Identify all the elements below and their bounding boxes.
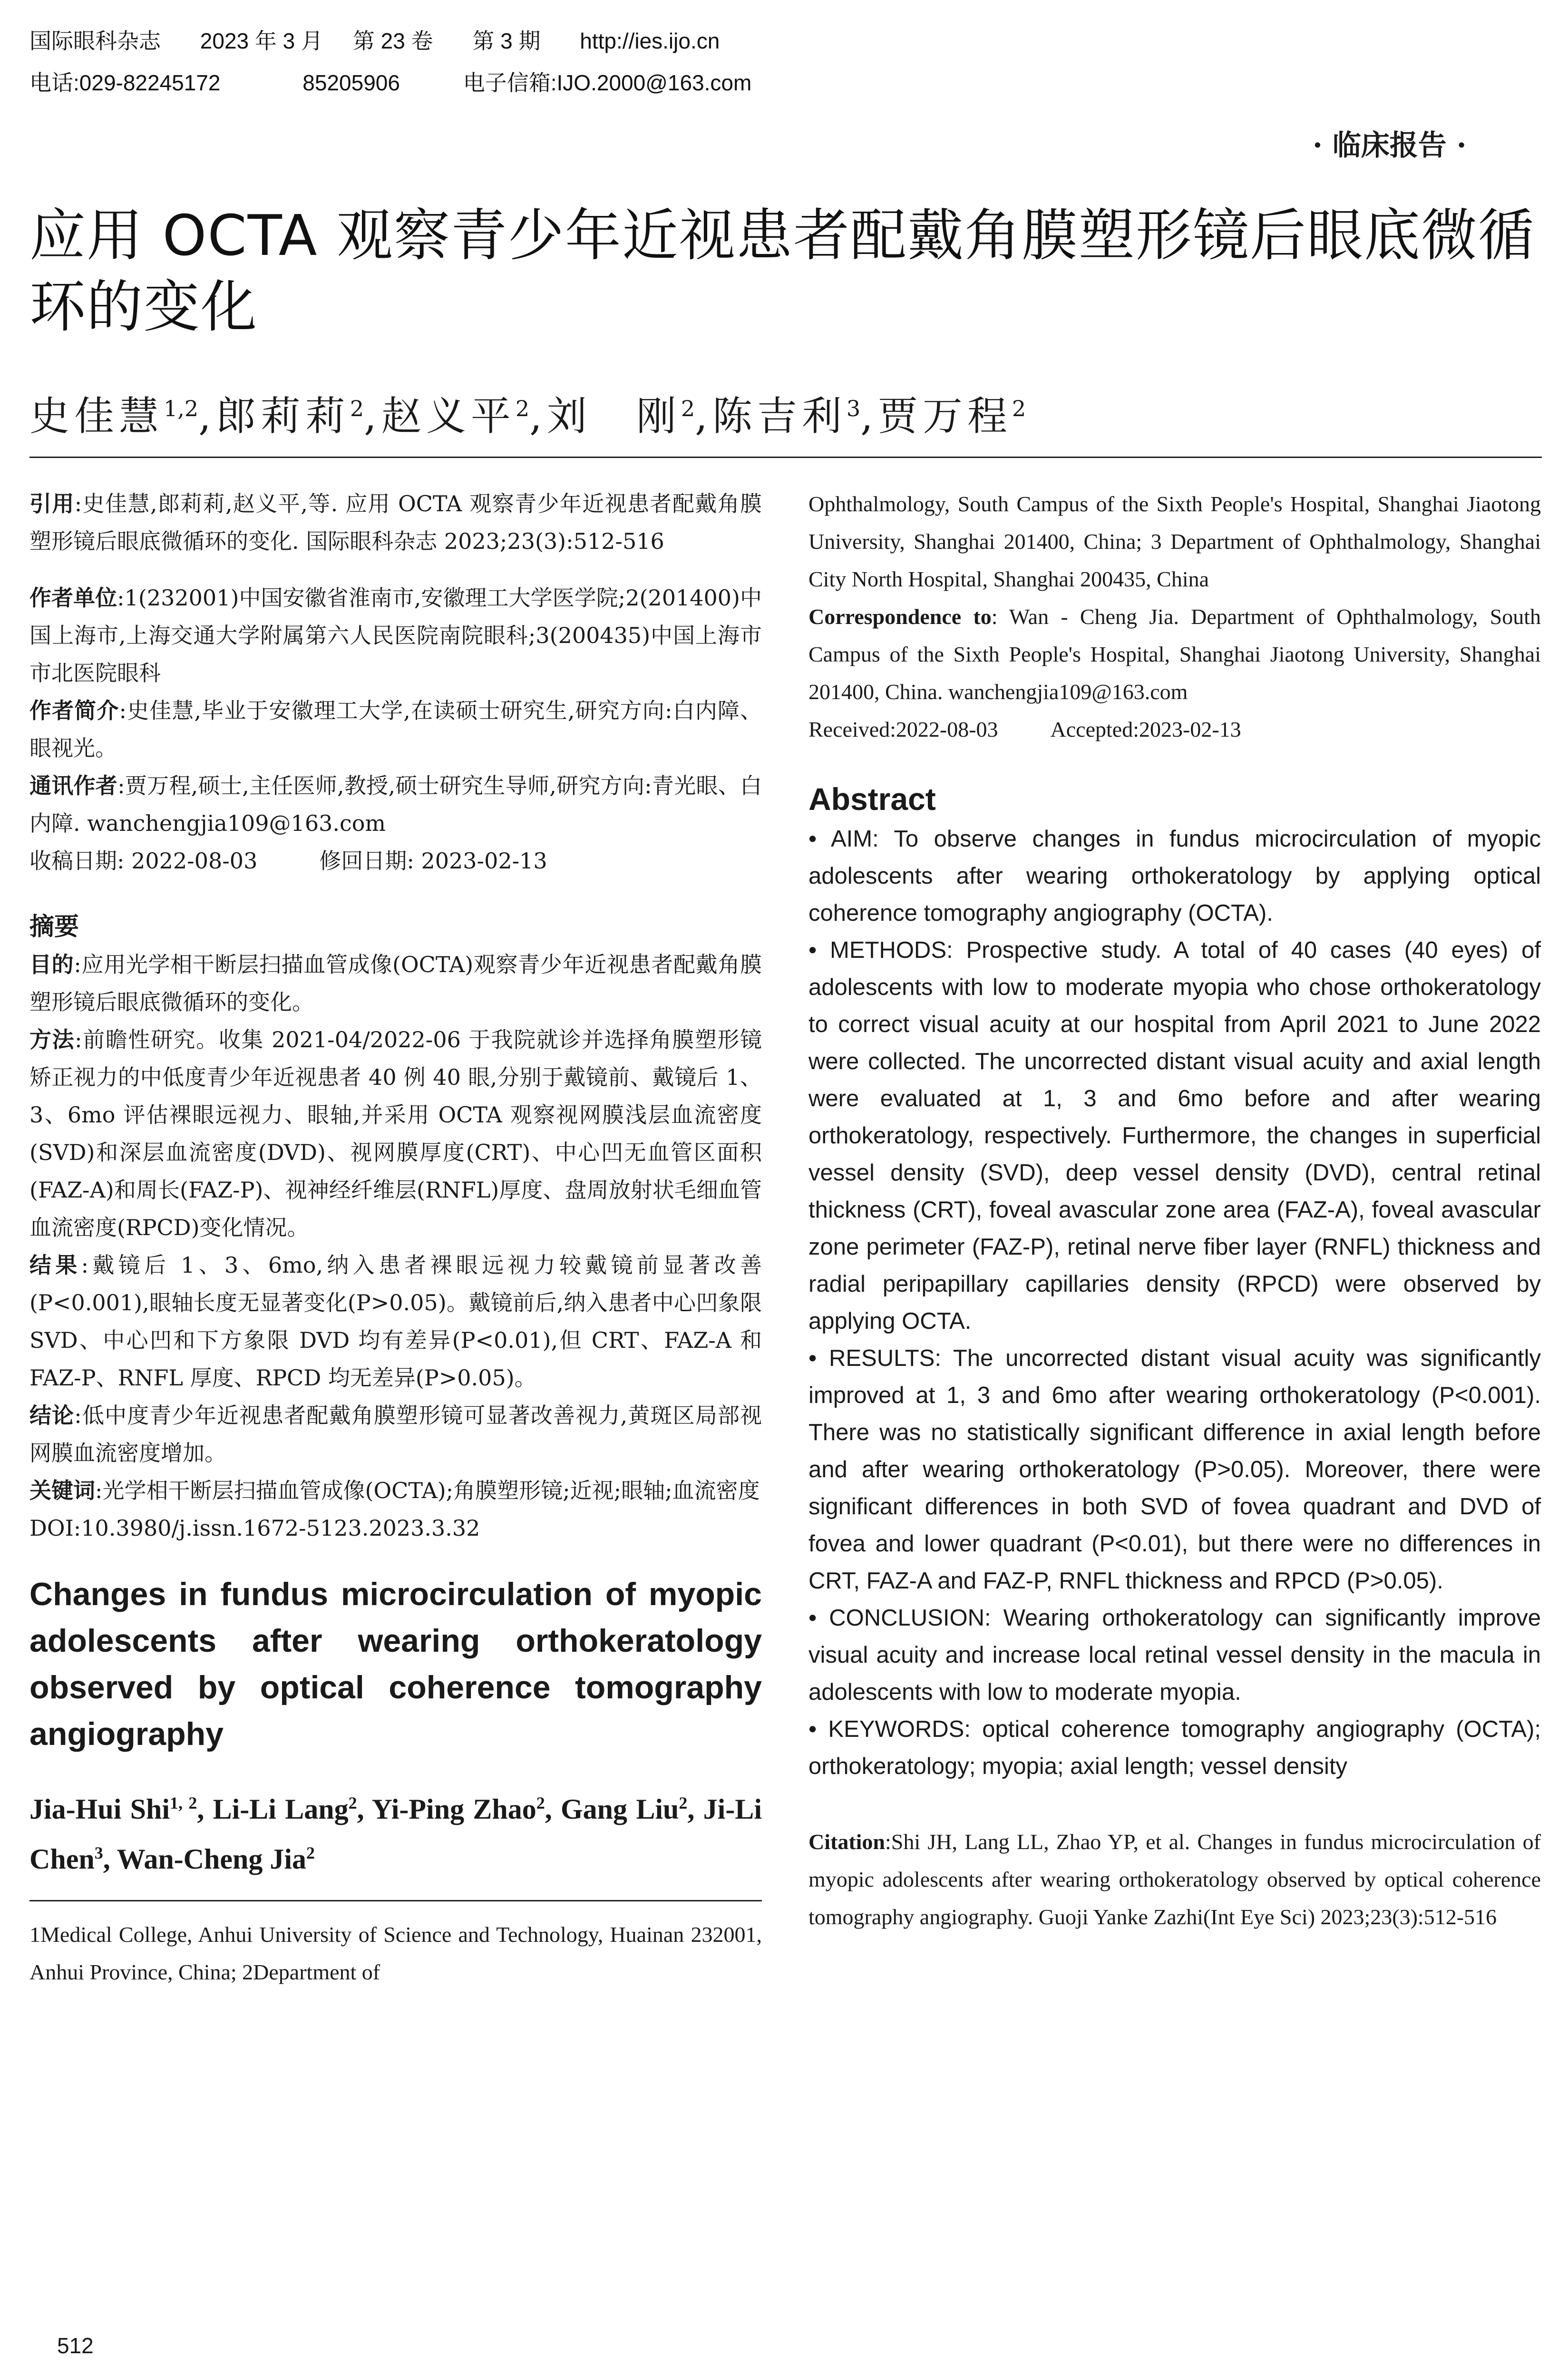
methods-cn: 方法:前瞻性研究。收集 2021-04/2022-06 于我院就诊并选择角膜塑形镜矫正视力的中低度青少年近视患者 40 例 40 眼,分别于戴镜前、戴镜后 1、3、6mo 评估裸眼远视力、眼轴,并采用 OCTA 观察视网膜浅层血流密度(SVD)和深层血流密度(DVD)、视网膜厚度(CRT)、中心凹无血管区面积(FAZ-A)和周长(FAZ-P)、视神经纤维层(RNFL)厚度、盘周放射状毛细血管血流密度(RPCD)变化情况。 xyxy=(29,1027,762,1240)
author-cn: 郎莉莉$^2$ xyxy=(215,393,364,439)
journal-header xyxy=(29,24,720,55)
affil-rule xyxy=(29,1900,762,1901)
conclusion-en: • CONCLUSION: Wearing orthokeratology can significantly improve visual acuity and increase local retinal vessel density in the macula in adolescents with low to moderate myopia. xyxy=(808,1605,1541,1705)
methods-en: • METHODS: Prospective study. A total of 40 cases (40 eyes) of adolescents with low to moderate myopia who chose orthokeratology to correct visual acuity at our hospital from April 2021 to June 2022 were collected. The uncorrected distant visual acuity and axial length were evaluated at 1, 3 and 6mo before and after wearing orthokeratology, respectively. Furthermore, the changes in superficial vessel density (SVD), deep vessel density (DVD), central retinal thickness (CRT), foveal avascular zone area (FAZ-A), foveal avascular zone perimeter (FAZ-P), retinal nerve fiber layer (RNFL) thickness and radial peripapillary capillaries density (RPCD) were observed by applying OCTA. xyxy=(808,937,1541,1334)
journal-name: 国际眼科杂志 xyxy=(29,29,161,53)
page-number: 512 xyxy=(57,2333,94,2358)
author-cn: 史佳慧$^{1,2}$ xyxy=(29,393,199,439)
aim-cn: 目的:应用光学相干断层扫描血管成像(OCTA)观察青少年近视患者配戴角膜塑形镜后眼底微循环的变化。 xyxy=(29,952,762,1015)
author-cn: 陈吉利$^3$ xyxy=(712,393,861,439)
citation-en: Citation:Shi JH, Lang LL, Zhao YP, et al. Changes in fundus microcirculation of myopic adolescents after wearing orthokeratology observed by optical coherence tomography angiography. Guoji Yanke Zazhi(Int Eye Sci) 2023;23(3):512-516 xyxy=(808,1830,1541,1929)
conclusion-cn: 结论:低中度青少年近视患者配戴角膜塑形镜可显著改善视力,黄斑区局部视网膜血流密度增加。 xyxy=(29,1403,762,1466)
authors-en: Jia-Hui Shi$^{1, 2}$, Li-Li Lang$^2$, Yi-Ping Zhao$^2$, Gang Liu$^2$, Ji-Li Chen$^3$, Wan-Cheng Jia$^2$ xyxy=(29,1793,762,1875)
dates-en: Received:2022-08-03 Accepted:2023-02-13 xyxy=(808,717,1241,741)
phone-2: 85205906 xyxy=(302,70,400,95)
abstract-heading-cn: 摘要 xyxy=(29,913,79,941)
authors-cn: 史佳慧$^{1,2}$,郎莉莉$^2$,赵义平$^2$,刘 刚$^2$,陈吉利$^3$,贾万程$^2$ xyxy=(29,393,1026,439)
affiliations-cn: 作者单位:1(232001)中国安徽省淮南市,安徽理工大学医学院;2(201400)中国上海市,上海交通大学附属第六人民医院南院眼科;3(200435)中国上海市市北医院眼科 xyxy=(29,585,762,686)
paper-title: 应用 OCTA 观察青少年近视患者配戴角膜塑形镜后眼底微循环的变化 xyxy=(29,203,1535,340)
phone: 电话:029-82245172 xyxy=(29,70,221,95)
corresponding-author: 通讯作者:贾万程,硕士,主任医师,教授,硕士研究生导师,研究方向:青光眼、白内障. wanchengjia109@163.com xyxy=(29,773,762,836)
author-cn: 贾万程$^2$ xyxy=(877,393,1026,439)
keywords-en: • KEYWORDS: optical coherence tomography angiography (OCTA); orthokeratology; myopia; axial length; vessel density xyxy=(808,1716,1541,1779)
author-cn: 赵义平$^2$ xyxy=(381,393,530,439)
aim-en: • AIM: To observe changes in fundus microcirculation of myopic adolescents after wearing orthokeratology by applying optical coherence tomography angiography (OCTA). xyxy=(808,826,1541,926)
affiliations-en-cont: Ophthalmology, South Campus of the Sixth People's Hospital, Shanghai Jiaotong University, Shanghai 201400, China; 3 Department of Ophthalmology, Shanghai City North Hospital, Shanghai 200435, China xyxy=(808,492,1541,591)
email[interactable]: 电子信箱:IJO.2000@163.com xyxy=(463,70,752,95)
right-column xyxy=(808,485,1541,1936)
keywords-cn: 关键词:光学相干断层扫描血管成像(OCTA);角膜塑形镜;近视;眼轴;血流密度 xyxy=(29,1478,760,1503)
issue: 第 3 期 xyxy=(472,29,541,53)
abstract-heading-en: Abstract xyxy=(808,781,936,817)
doi[interactable]: DOI:10.3980/j.issn.1672-5123.2023.3.32 xyxy=(29,1515,480,1541)
correspondence-en: Correspondence to: Wan - Cheng Jia. Department of Ophthalmology, South Campus of the Sixth People's Hospital, Shanghai Jiaotong University, Shanghai 201400, China. wanchengjia109@163.com xyxy=(808,604,1541,704)
author-cn: 刘 刚$^2$ xyxy=(546,393,695,439)
contact-header xyxy=(29,66,751,97)
citation-cn: 引用:史佳慧,郎莉莉,赵义平,等. 应用 OCTA 观察青少年近视患者配戴角膜塑形镜后眼底微循环的变化. 国际眼科杂志 2023;23(3):512-516 xyxy=(29,491,762,554)
dates-cn: 收稿日期: 2022-08-03 修回日期: 2023-02-13 xyxy=(29,848,547,874)
results-en: • RESULTS: The uncorrected distant visual acuity was significantly improved at 1, 3 and 6mo after wearing orthokeratology (P<0.001). There was no statistically significant difference in axial length before and after wearing orthokeratology (P>0.05). Moreover, there were significant differences in both SVD of fovea quadrant and DVD of fovea and lower quadrant (P<0.01), but there were no differences in CRT, FAZ-A and FAZ-P, RNFL thickness and RPCD (P>0.05). xyxy=(808,1345,1541,1594)
left-column xyxy=(29,485,762,1991)
journal-url[interactable]: http://ies.ijo.cn xyxy=(580,29,720,53)
header-rule xyxy=(29,457,1542,458)
issue-date: 2023 年 3 月 xyxy=(200,29,323,53)
results-cn: 结果:戴镜后 1、3、6mo,纳入患者裸眼远视力较戴镜前显著改善(P<0.001),眼轴长度无显著变化(P>0.05)。戴镜前后,纳入患者中心凹象限 SVD、中心凹和下方象限 DVD 均有差异(P<0.01),但 CRT、FAZ-A 和 FAZ-P、RNFL 厚度、RPCD 均无差异(P>0.05)。 xyxy=(29,1252,762,1391)
author-intro: 作者简介:史佳慧,毕业于安徽理工大学,在读硕士研究生,研究方向:白内障、眼视光。 xyxy=(29,698,762,761)
section-tag: · 临床报告 · xyxy=(1313,129,1467,162)
abstract-en xyxy=(808,820,1541,1785)
english-title: Changes in fundus microcirculation of myopic adolescents after wearing orthokeratology observed by optical coherence tomography angiography xyxy=(29,1576,762,1752)
affiliations-en: 1Medical College, Anhui University of Science and Technology, Huainan 232001, Anhui Province, China; 2Department of xyxy=(29,1922,762,1984)
volume: 第 23 卷 xyxy=(352,29,433,53)
